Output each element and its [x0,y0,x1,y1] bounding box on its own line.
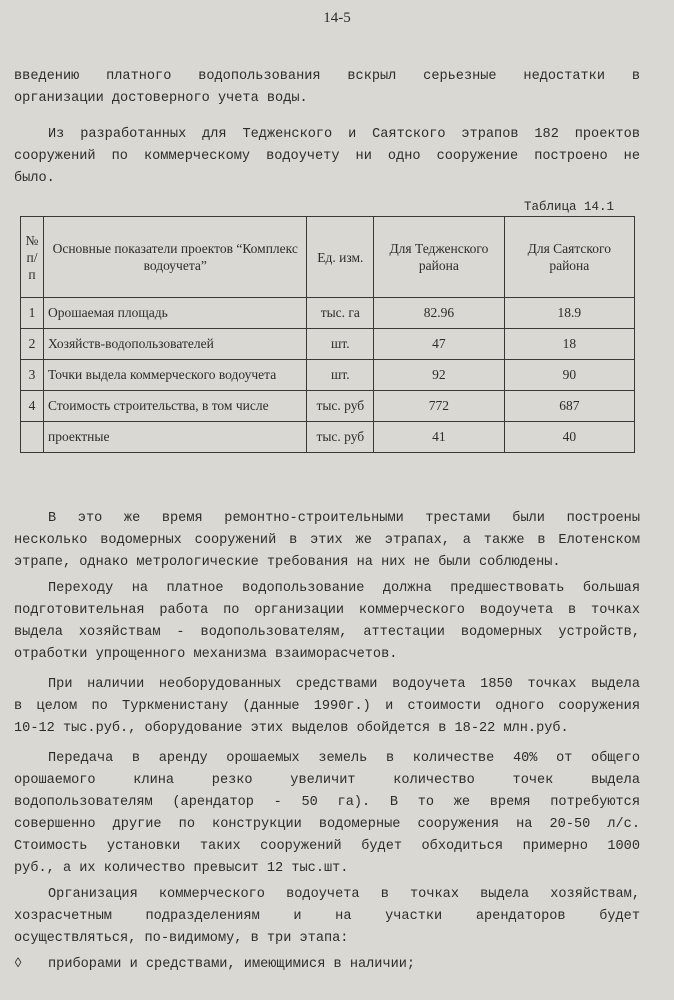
text-line: Переходу на платное водопользование должна предшествовать большая [48,581,640,596]
text-line: выдела хозяйствам - водопользователям, аттестации водомерных устройств, [14,625,640,640]
text-line: несколько водомерных сооружений в этих же этрапах, а также в Елотенском [14,533,640,548]
table-row [21,422,635,453]
header-num: № п/п [21,217,44,298]
text-line: хозрасчетным подразделениям и на участки арендаторов будет [14,909,640,924]
cell-unit: шт. [307,329,374,360]
table-row [21,298,635,329]
header-name: Основные показатели проектов “Комплекс водоучета” [43,217,307,298]
bullet-item [14,954,640,976]
paragraph-6 [14,748,640,880]
paragraph-7 [14,884,640,950]
text-line: в целом по Туркменистану (данные 1990г.) и стоимости одного сооружения [14,699,640,714]
paragraph-4 [14,578,640,666]
cell-name: Орошаемая площадь [43,298,307,329]
text-line: водопользователям (арендатор - 50 га). В то же время потребуются [14,795,640,810]
cell-name: Стоимость строительства, в том числе [43,391,307,422]
text-line: этрапе, однако метрологические требования на них не были соблюдены. [14,555,561,570]
cell-tedzhen: 92 [374,360,505,391]
text-line: отработки упрощенного механизма взаиморасчетов. [14,647,398,662]
cell-unit: тыс. га [307,298,374,329]
text-line: Стоимость установки таких сооружений будет обходиться примерно 1000 [14,839,640,854]
text-line: совершенно другие по конструкции водомерные сооружения на 20-50 л/с. [14,817,640,832]
table-row [21,329,635,360]
cell-num: 2 [21,329,44,360]
text-line: 10-12 тыс.руб., оборудование этих выделов обойдется в 18-22 млн.руб. [14,721,569,736]
indicators-table [20,216,635,453]
paragraph-2 [14,124,640,190]
text-line: орошаемого клина резко увеличит количество точек выдела [14,773,640,788]
diamond-bullet-icon: ◊ [14,957,23,972]
text-line: было. [14,171,55,186]
paragraph-1 [14,66,640,110]
cell-sayat: 687 [504,391,634,422]
text-line: сооружений по коммерческому водоучету ни одно сооружение построено не [14,149,640,164]
header-tedzhen: Для Тедженского района [374,217,505,298]
text-line: При наличии необорудованных средствами водоучета 1850 точках выдела [48,677,640,692]
cell-unit: шт. [307,360,374,391]
cell-sayat: 18.9 [504,298,634,329]
cell-num: 4 [21,391,44,422]
text-line: Организация коммерческого водоучета в точках выдела хозяйствам, [48,887,640,902]
table-caption: Таблица 14.1 [523,200,614,214]
header-unit: Ед. изм. [307,217,374,298]
header-sayat: Для Саятского района [504,217,634,298]
table-row [21,391,635,422]
cell-unit: тыс. руб [307,391,374,422]
text-line: подготовительная работа по организации коммерческого водоучета в точках [14,603,640,618]
cell-sayat: 40 [504,422,634,453]
paragraph-5 [14,674,640,740]
page-number: 14-5 [323,10,351,26]
text-line: Из разработанных для Тедженского и Саятского этрапов 182 проектов [48,127,640,142]
table-row [21,360,635,391]
bullet-text: приборами и средствами, имеющимися в наличии; [48,957,416,972]
cell-unit: тыс. руб [307,422,374,453]
cell-name: Хозяйств-водопользователей [43,329,307,360]
paragraph-3 [14,508,640,574]
text-line: осуществляться, по-видимому, в три этапа: [14,931,349,946]
cell-sayat: 90 [504,360,634,391]
cell-tedzhen: 47 [374,329,505,360]
cell-tedzhen: 772 [374,391,505,422]
cell-name: проектные [43,422,307,453]
text-line: организации достоверного учета воды. [14,91,308,106]
text-line: руб., а их количество превысит 12 тыс.шт. [14,861,349,876]
cell-num: 1 [21,298,44,329]
cell-num: 3 [21,360,44,391]
text-line: Передача в аренду орошаемых земель в количестве 40% от общего [48,751,640,766]
cell-tedzhen: 82.96 [374,298,505,329]
cell-sayat: 18 [504,329,634,360]
text-line: введению платного водопользования вскрыл серьезные недостатки в [14,69,640,84]
cell-num [21,422,44,453]
cell-tedzhen: 41 [374,422,505,453]
text-line: В это же время ремонтно-строительными трестами были построены [48,511,640,526]
table-header-row [21,217,635,298]
cell-name: Точки выдела коммерческого водоучета [43,360,307,391]
